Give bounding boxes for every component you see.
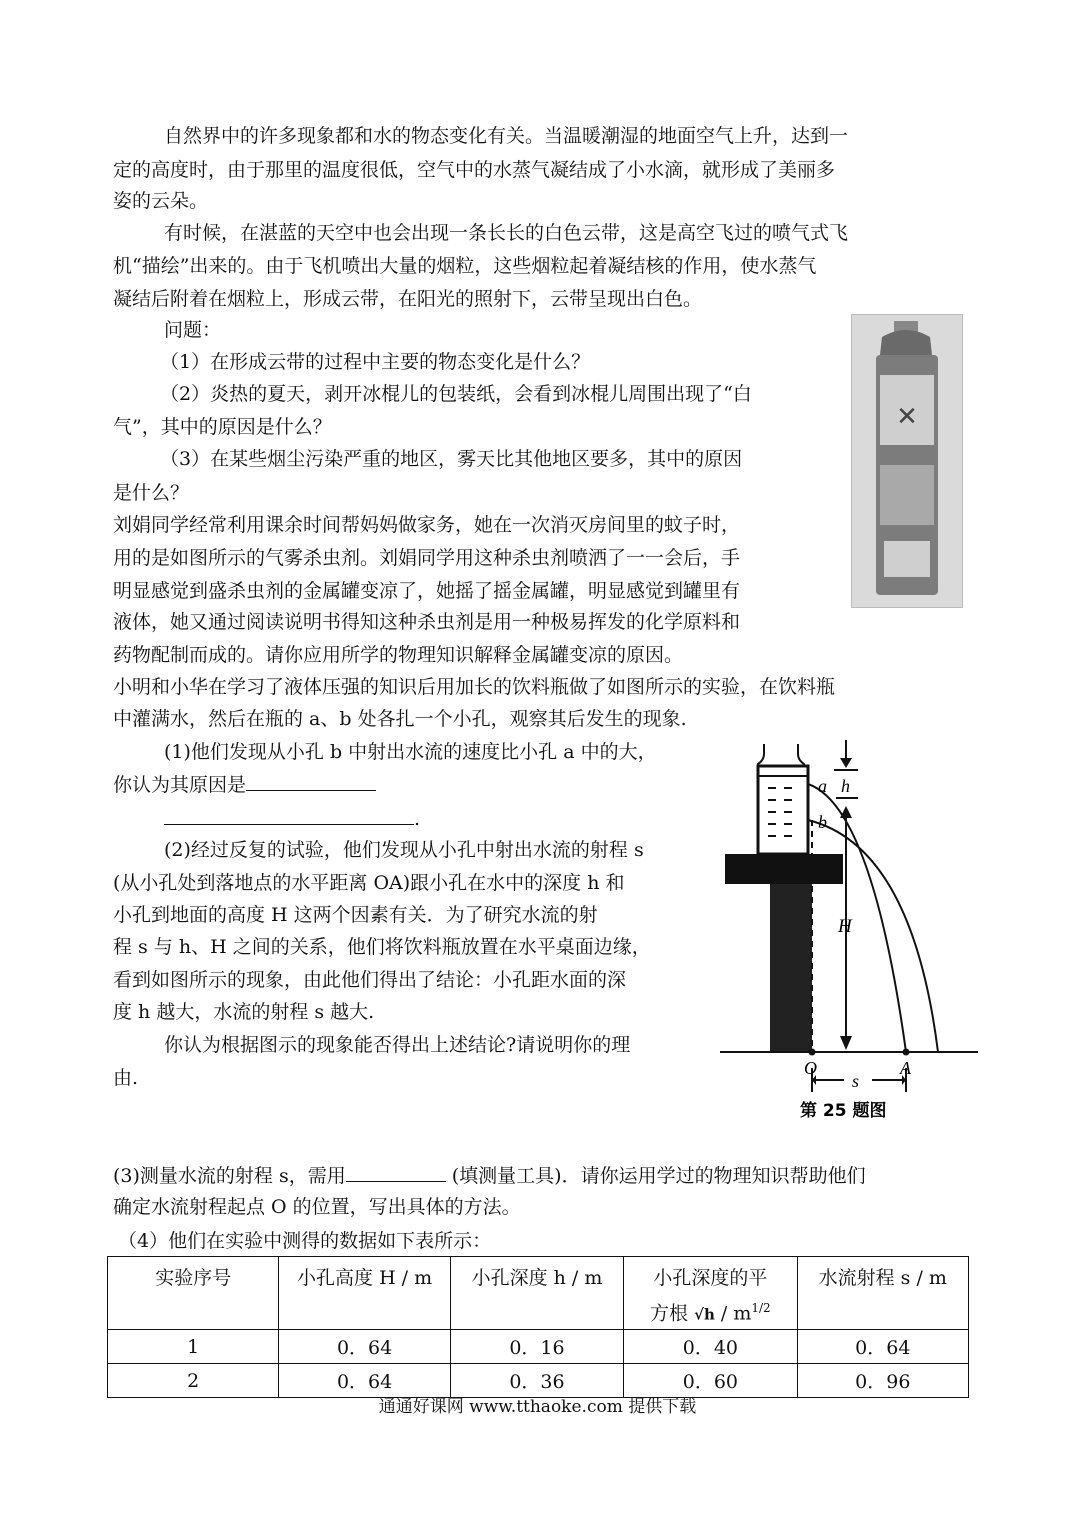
- s2b-line2: 由.: [113, 1067, 139, 1089]
- s1-line3: [164, 806, 420, 831]
- label-O: O: [804, 1058, 817, 1078]
- insecticide-spray-can-image: [851, 314, 963, 608]
- s3-line2: 确定水流射程起点 O 的位置，写出具体的方法。: [113, 1196, 521, 1218]
- bottle-water-jet-figure: [712, 736, 982, 1126]
- label-s: s: [852, 1071, 860, 1091]
- s2b-line1: 你认为根据图示的现象能否得出上述结论?请说明你的理: [164, 1034, 631, 1056]
- cell-r1-c4: 0．40: [624, 1330, 797, 1364]
- cell-r2-c4: 0．60: [624, 1364, 797, 1398]
- p4-line2: 中灌满水，然后在瓶的 a、b 处各扎一个小孔，观察其后发生的现象.: [113, 708, 687, 730]
- s3-line1: [113, 1163, 866, 1188]
- questions-label: 问题：: [164, 319, 222, 341]
- point-A: [903, 1049, 910, 1056]
- label-a: a: [818, 776, 827, 796]
- question-3-line2: 是什么？: [113, 482, 190, 504]
- s3-prompt-rest: (填测量工具)．请你运用学过的物理知识帮助他们: [445, 1165, 866, 1187]
- s2-line4: 程 s 与 h、H 之间的关系，他们将饮料瓶放置在水平桌面边缘，: [113, 936, 651, 958]
- cell-r1-c5: 0．64: [797, 1330, 968, 1364]
- experiment-data-table: [107, 1256, 969, 1398]
- s2-line1: (2)经过反复的试验，他们发现从小孔中射出水流的射程 s: [164, 839, 644, 861]
- header-sqrt-depth-line2: 方根 $√h / m^{1/2}$: [650, 1301, 771, 1325]
- table-row: [108, 1330, 969, 1364]
- answer-blank-2[interactable]: [164, 806, 414, 825]
- label-h: h: [841, 776, 850, 796]
- s4-line: （4）他们在实验中测得的数据如下表所示：: [118, 1230, 492, 1252]
- p3-line2: 用的是如图所示的气雾杀虫剂。刘娟同学用这种杀虫剂喷洒了一一会后，手: [113, 547, 741, 569]
- p1-line1: 自然界中的许多现象都和水的物态变化有关。当温暖潮湿的地面空气上升，达到一: [164, 125, 849, 147]
- header-jet-range: 水流射程 s / m: [797, 1257, 968, 1330]
- p2-line3: 凝结后附着在烟粒上，形成云带，在阳光的照射下，云带呈现出白色。: [113, 288, 703, 310]
- sqrt-h-symbol: √h: [694, 1305, 715, 1324]
- cell-r2-c2: 0．64: [279, 1364, 450, 1398]
- s2-line6: 度 h 越大，水流的射程 s 越大.: [113, 1001, 375, 1023]
- s2-line5: 看到如图所示的现象，由此他们得出了结论：小孔距水面的深: [113, 969, 627, 991]
- p1-line3: 姿的云朵。: [113, 190, 209, 212]
- p3-line1: 刘娟同学经常利用课余时间帮妈妈做家务，她在一次消灭房间里的蚊子时，: [113, 514, 741, 536]
- answer-blank-3[interactable]: [346, 1163, 446, 1182]
- question-1: （1）在形成云带的过程中主要的物态变化是什么？: [160, 351, 591, 373]
- p3-line5: 药物配制而成的。请你应用所学的物理知识解释金属罐变凉的原因。: [113, 644, 684, 666]
- s2-line3: 小孔到地面的高度 H 这两个因素有关．为了研究水流的射: [113, 904, 598, 926]
- s2-line2: (从小孔处到落地点的水平距离 OA)跟小孔在水中的深度 h 和: [113, 872, 625, 894]
- s3-prompt: (3)测量水流的射程 s，需用: [113, 1165, 346, 1187]
- answer-blank-1[interactable]: [246, 772, 376, 791]
- p3-line3: 明显感觉到盛杀虫剂的金属罐变凉了，她摇了摇金属罐，明显感觉到罐里有: [113, 580, 741, 602]
- header-sqrt-depth-line1: 小孔深度的平: [653, 1267, 768, 1289]
- question-2-line2: 气”，其中的原因是什么？: [113, 416, 332, 438]
- cell-r2-c3: 0．36: [450, 1364, 623, 1398]
- label-A: A: [900, 1058, 911, 1078]
- p4-line1: 小明和小华在学习了液体压强的知识后用加长的饮料瓶做了如图所示的实验，在饮料瓶: [113, 676, 836, 698]
- figure-caption: 第 25 题图: [800, 1101, 887, 1121]
- question-3-line1: （3）在某些烟尘污染严重的地区，雾天比其他地区要多，其中的原因: [160, 448, 743, 470]
- header-hole-height: 小孔高度 H / m: [279, 1257, 450, 1330]
- table-top: [725, 854, 843, 884]
- footer-credit: 通通好课网 www.tthaoke.com 提供下载: [378, 1397, 697, 1417]
- table-header-row: [108, 1257, 969, 1330]
- label-H: H: [838, 916, 852, 937]
- header-trial-number: 实验序号: [108, 1257, 279, 1330]
- header-hole-depth: 小孔深度 h / m: [450, 1257, 623, 1330]
- cell-r2-c5: 0．96: [797, 1364, 968, 1398]
- s1-prompt: 你认为其原因是: [113, 774, 247, 796]
- s1-line1: (1)他们发现从小孔 b 中射出水流的速度比小孔 a 中的大，: [164, 741, 657, 763]
- header-sqrt-depth: [624, 1257, 797, 1330]
- table-leg: [770, 884, 812, 1052]
- s1-line2: [113, 772, 376, 797]
- cell-r1-c2: 0．64: [279, 1330, 450, 1364]
- cell-r1-c3: 0．16: [450, 1330, 623, 1364]
- p1-line2: 定的高度时，由于那里的温度很低，空气中的水蒸气凝结成了小水滴，就形成了美丽多: [113, 159, 836, 181]
- s1-period: .: [414, 808, 421, 830]
- svg-text:✕: ✕: [896, 402, 918, 432]
- question-2-line1: （2）炎热的夏天，剥开冰棍儿的包装纸，会看到冰棍儿周围出现了“白: [160, 383, 752, 405]
- point-O: [809, 1049, 816, 1056]
- cell-r2-c1: 2: [108, 1364, 279, 1398]
- p3-line4: 液体，她又通过阅读说明书得知这种杀虫剂是用一种极易挥发的化学原料和: [113, 611, 741, 633]
- cell-r1-c1: 1: [108, 1330, 279, 1364]
- label-b: b: [818, 812, 827, 832]
- p2-line2: 机“描绘”出来的。由于飞机喷出大量的烟粒，这些烟粒起着凝结核的作用，使水蒸气: [113, 255, 817, 277]
- p2-line1: 有时候，在湛蓝的天空中也会出现一条长长的白色云带，这是高空飞过的喷气式飞: [164, 222, 849, 244]
